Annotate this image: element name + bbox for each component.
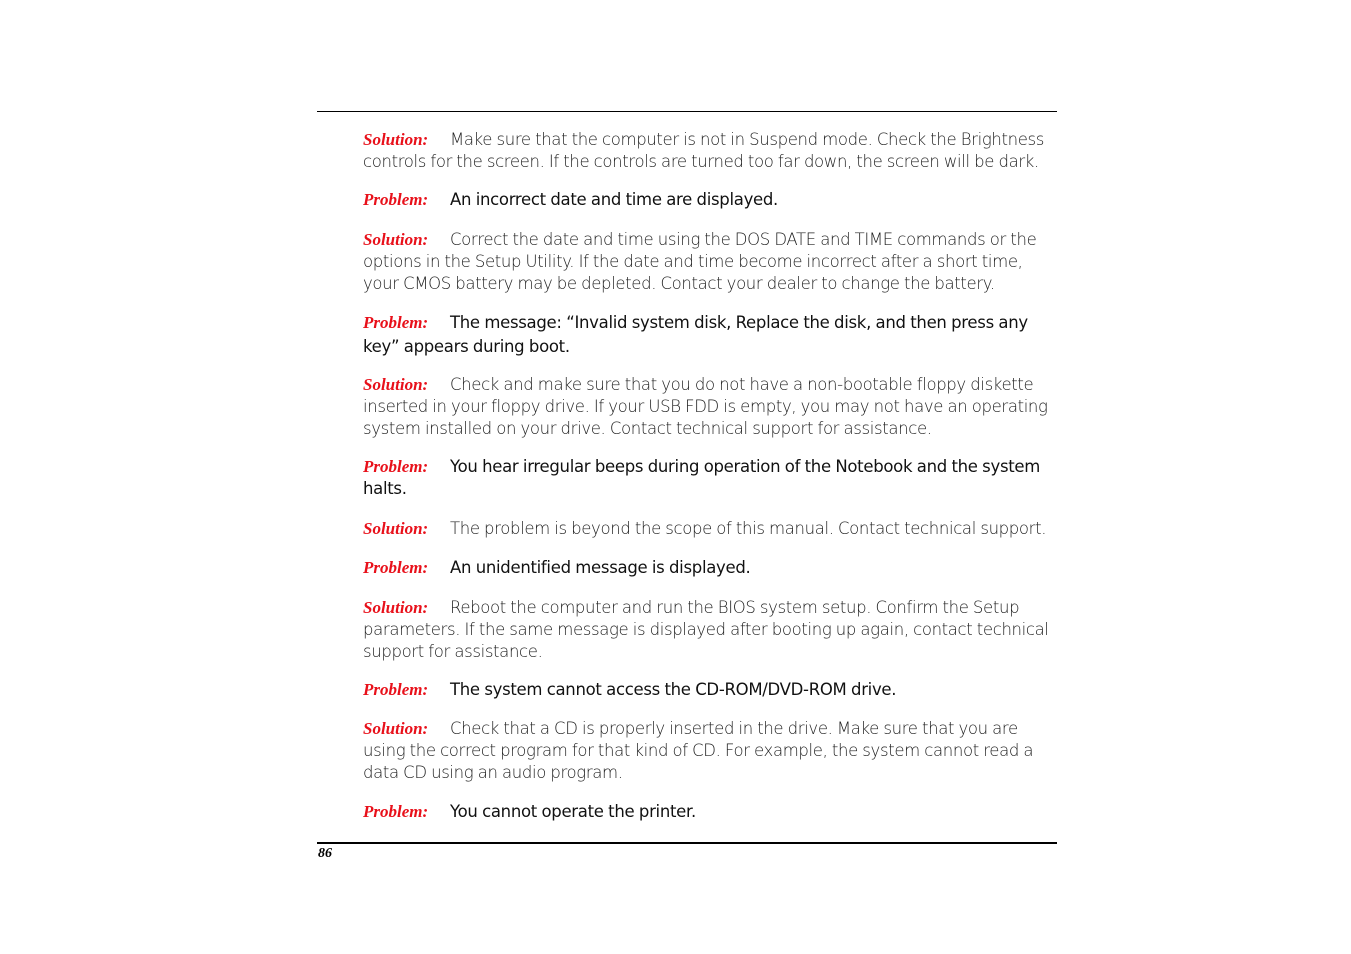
footer-rule (317, 842, 1057, 844)
solution-entry (363, 229, 1055, 295)
solution-text: Check that a CD is properly inserted in the drive. Make sure that you are using the correct program for that kind of CD. For example, the system cannot read a data CD using an audio program. (363, 719, 1034, 782)
solution-label: Solution: (363, 598, 429, 617)
solution-text: Correct the date and time using the DOS DATE and TIME commands or the options in the Setup Utility. If the date and time become incorrect after a short time, your CMOS battery may be depleted. Contact your dealer to change the battery. (363, 230, 1037, 293)
solution-entry (363, 518, 1055, 540)
solution-text: Reboot the computer and run the BIOS system setup. Confirm the Setup parameters. If the same message is displayed after booting up again, contact technical support for assistance. (363, 598, 1049, 661)
solution-label: Solution: (363, 719, 429, 738)
solution-entry (363, 374, 1055, 440)
solution-entry (363, 597, 1055, 663)
problem-text: An incorrect date and time are displayed. (450, 190, 778, 209)
problem-text: An unidentified message is displayed. (450, 558, 751, 577)
solution-entry (363, 129, 1055, 173)
solution-label: Solution: (363, 130, 429, 149)
problem-entry (363, 456, 1055, 500)
problem-label: Problem: (363, 313, 429, 332)
problem-text: You cannot operate the printer. (450, 802, 696, 821)
solution-text: Make sure that the computer is not in Suspend mode. Check the Brightness controls for the screen. If the controls are turned too far down, the screen will be dark. (363, 130, 1044, 171)
problem-label: Problem: (363, 802, 429, 821)
solution-text: The problem is beyond the scope of this manual. Contact technical support. (450, 519, 1047, 538)
problem-entry (363, 801, 1055, 823)
solution-entry (363, 718, 1055, 784)
page-number: 86 (318, 846, 332, 861)
problem-entry (363, 679, 1055, 701)
solution-label: Solution: (363, 230, 429, 249)
problem-label: Problem: (363, 680, 429, 699)
problem-text: You hear irregular beeps during operation of the Notebook and the system halts. (363, 457, 1041, 498)
problem-label: Problem: (363, 457, 429, 476)
problem-label: Problem: (363, 558, 429, 577)
solution-text: Check and make sure that you do not have a non-bootable floppy diskette inserted in your floppy drive. If your USB FDD is empty, you may not have an operating system installed on your drive. Contact technical support for assistance. (363, 375, 1048, 438)
problem-label: Problem: (363, 190, 429, 209)
problem-text: The system cannot access the CD-ROM/DVD-ROM drive. (450, 680, 897, 699)
problem-text: The message: “Invalid system disk, Replace the disk, and then press any key” appears during boot. (363, 313, 1028, 356)
solution-label: Solution: (363, 519, 429, 538)
solution-label: Solution: (363, 375, 429, 394)
header-rule (317, 111, 1057, 112)
problem-entry (363, 557, 1055, 579)
problem-entry (363, 311, 1055, 359)
problem-entry (363, 189, 1055, 211)
